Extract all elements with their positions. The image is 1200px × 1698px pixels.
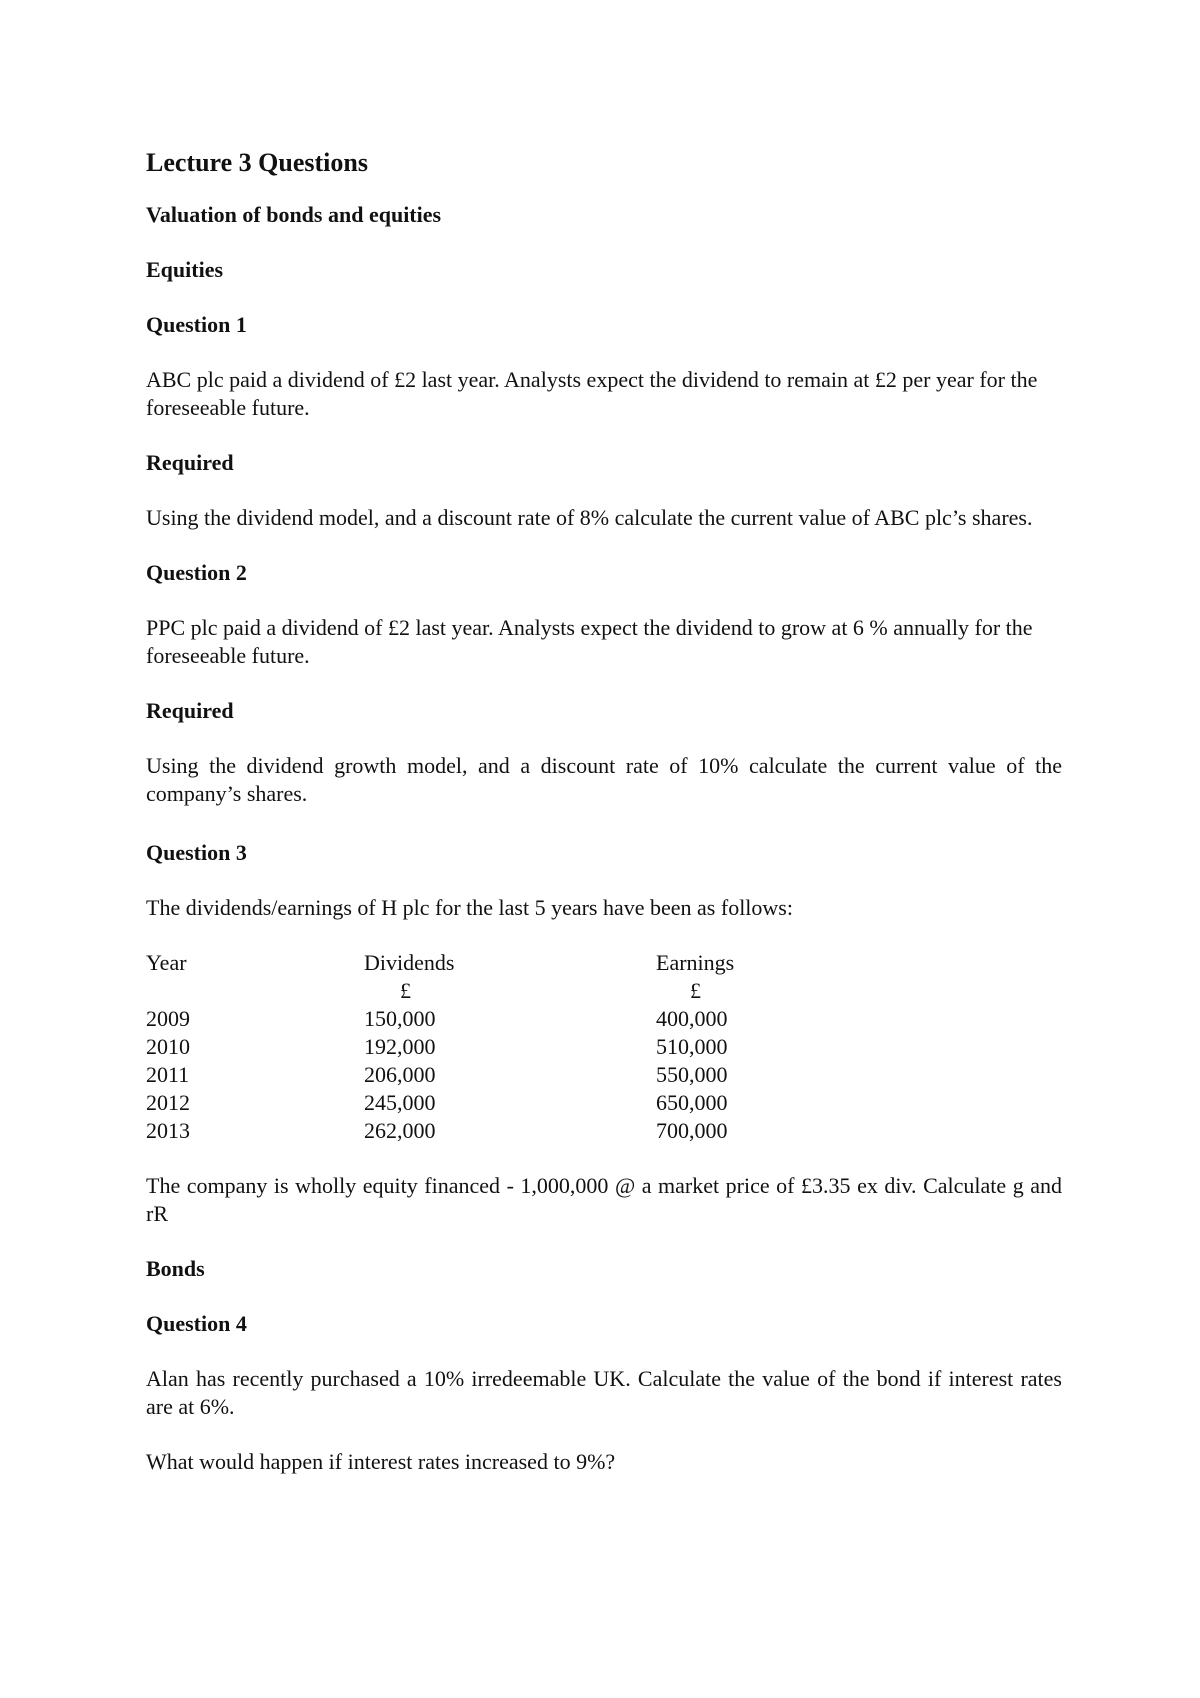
question-2-heading: Question 2 — [146, 560, 247, 585]
table-cell-year: 2012 — [146, 1090, 190, 1115]
question-1-required-label: Required — [146, 450, 234, 475]
section-heading-equities: Equities — [146, 257, 224, 282]
table-cell-year: 2010 — [146, 1034, 190, 1059]
table-units-row — [146, 977, 1062, 1005]
question-1-required-text: Using the dividend model, and a discount rate of 8% calculate the current value of ABC plc’s shares. — [146, 505, 1033, 530]
table-unit-dividends: £ — [400, 978, 411, 1003]
table-header-earnings: Earnings — [656, 950, 735, 975]
question-3-heading: Question 3 — [146, 840, 247, 865]
table-cell-earnings: 510,000 — [656, 1034, 728, 1059]
table-header-row — [146, 949, 1062, 977]
question-4-followup: What would happen if interest rates increased to 9%? — [146, 1449, 616, 1474]
table-header-dividends: Dividends — [364, 950, 455, 975]
question-4-heading: Question 4 — [146, 1311, 247, 1336]
table-cell-year: 2013 — [146, 1118, 190, 1143]
table-cell-dividends: 150,000 — [364, 1006, 436, 1031]
table-row — [146, 1061, 1062, 1089]
table-cell-year: 2009 — [146, 1006, 190, 1031]
question-2-text: PPC plc paid a dividend of £2 last year. Analysts expect the dividend to grow at 6 % annually for the foreseeable future. — [146, 615, 1033, 668]
table-cell-dividends: 206,000 — [364, 1062, 436, 1087]
dividends-earnings-table — [146, 949, 1062, 1145]
table-row — [146, 1005, 1062, 1033]
table-cell-earnings: 550,000 — [656, 1062, 728, 1087]
table-cell-dividends: 192,000 — [364, 1034, 436, 1059]
question-2-required-label: Required — [146, 698, 234, 723]
table-cell-year: 2011 — [146, 1062, 190, 1087]
table-row — [146, 1033, 1062, 1061]
question-1-text: ABC plc paid a dividend of £2 last year. Analysts expect the dividend to remain at £2 per year for the foreseeable future. — [146, 367, 1038, 420]
question-3-closing: The company is wholly equity financed - 1,000,000 @ a market price of £3.35 ex div. Calculate g and rR — [146, 1173, 1062, 1226]
question-4-text: Alan has recently purchased a 10% irredeemable UK. Calculate the value of the bond if interest rates are at 6%. — [146, 1366, 1062, 1419]
question-1-heading: Question 1 — [146, 312, 247, 337]
table-cell-earnings: 650,000 — [656, 1090, 728, 1115]
table-header-year: Year — [146, 950, 187, 975]
page-title: Lecture 3 Questions — [146, 148, 368, 177]
question-2-required-text: Using the dividend growth model, and a discount rate of 10% calculate the current value of the company’s shares. — [146, 753, 1062, 806]
table-cell-dividends: 245,000 — [364, 1090, 436, 1115]
section-heading-bonds: Bonds — [146, 1256, 205, 1281]
document-body — [146, 146, 1062, 1503]
table-unit-earnings: £ — [690, 978, 701, 1003]
table-cell-earnings: 400,000 — [656, 1006, 728, 1031]
document-subtitle: Valuation of bonds and equities — [146, 202, 442, 227]
table-cell-dividends: 262,000 — [364, 1118, 436, 1143]
table-row — [146, 1117, 1062, 1145]
table-cell-earnings: 700,000 — [656, 1118, 728, 1143]
question-3-intro: The dividends/earnings of H plc for the last 5 years have been as follows: — [146, 895, 793, 920]
table-row — [146, 1089, 1062, 1117]
